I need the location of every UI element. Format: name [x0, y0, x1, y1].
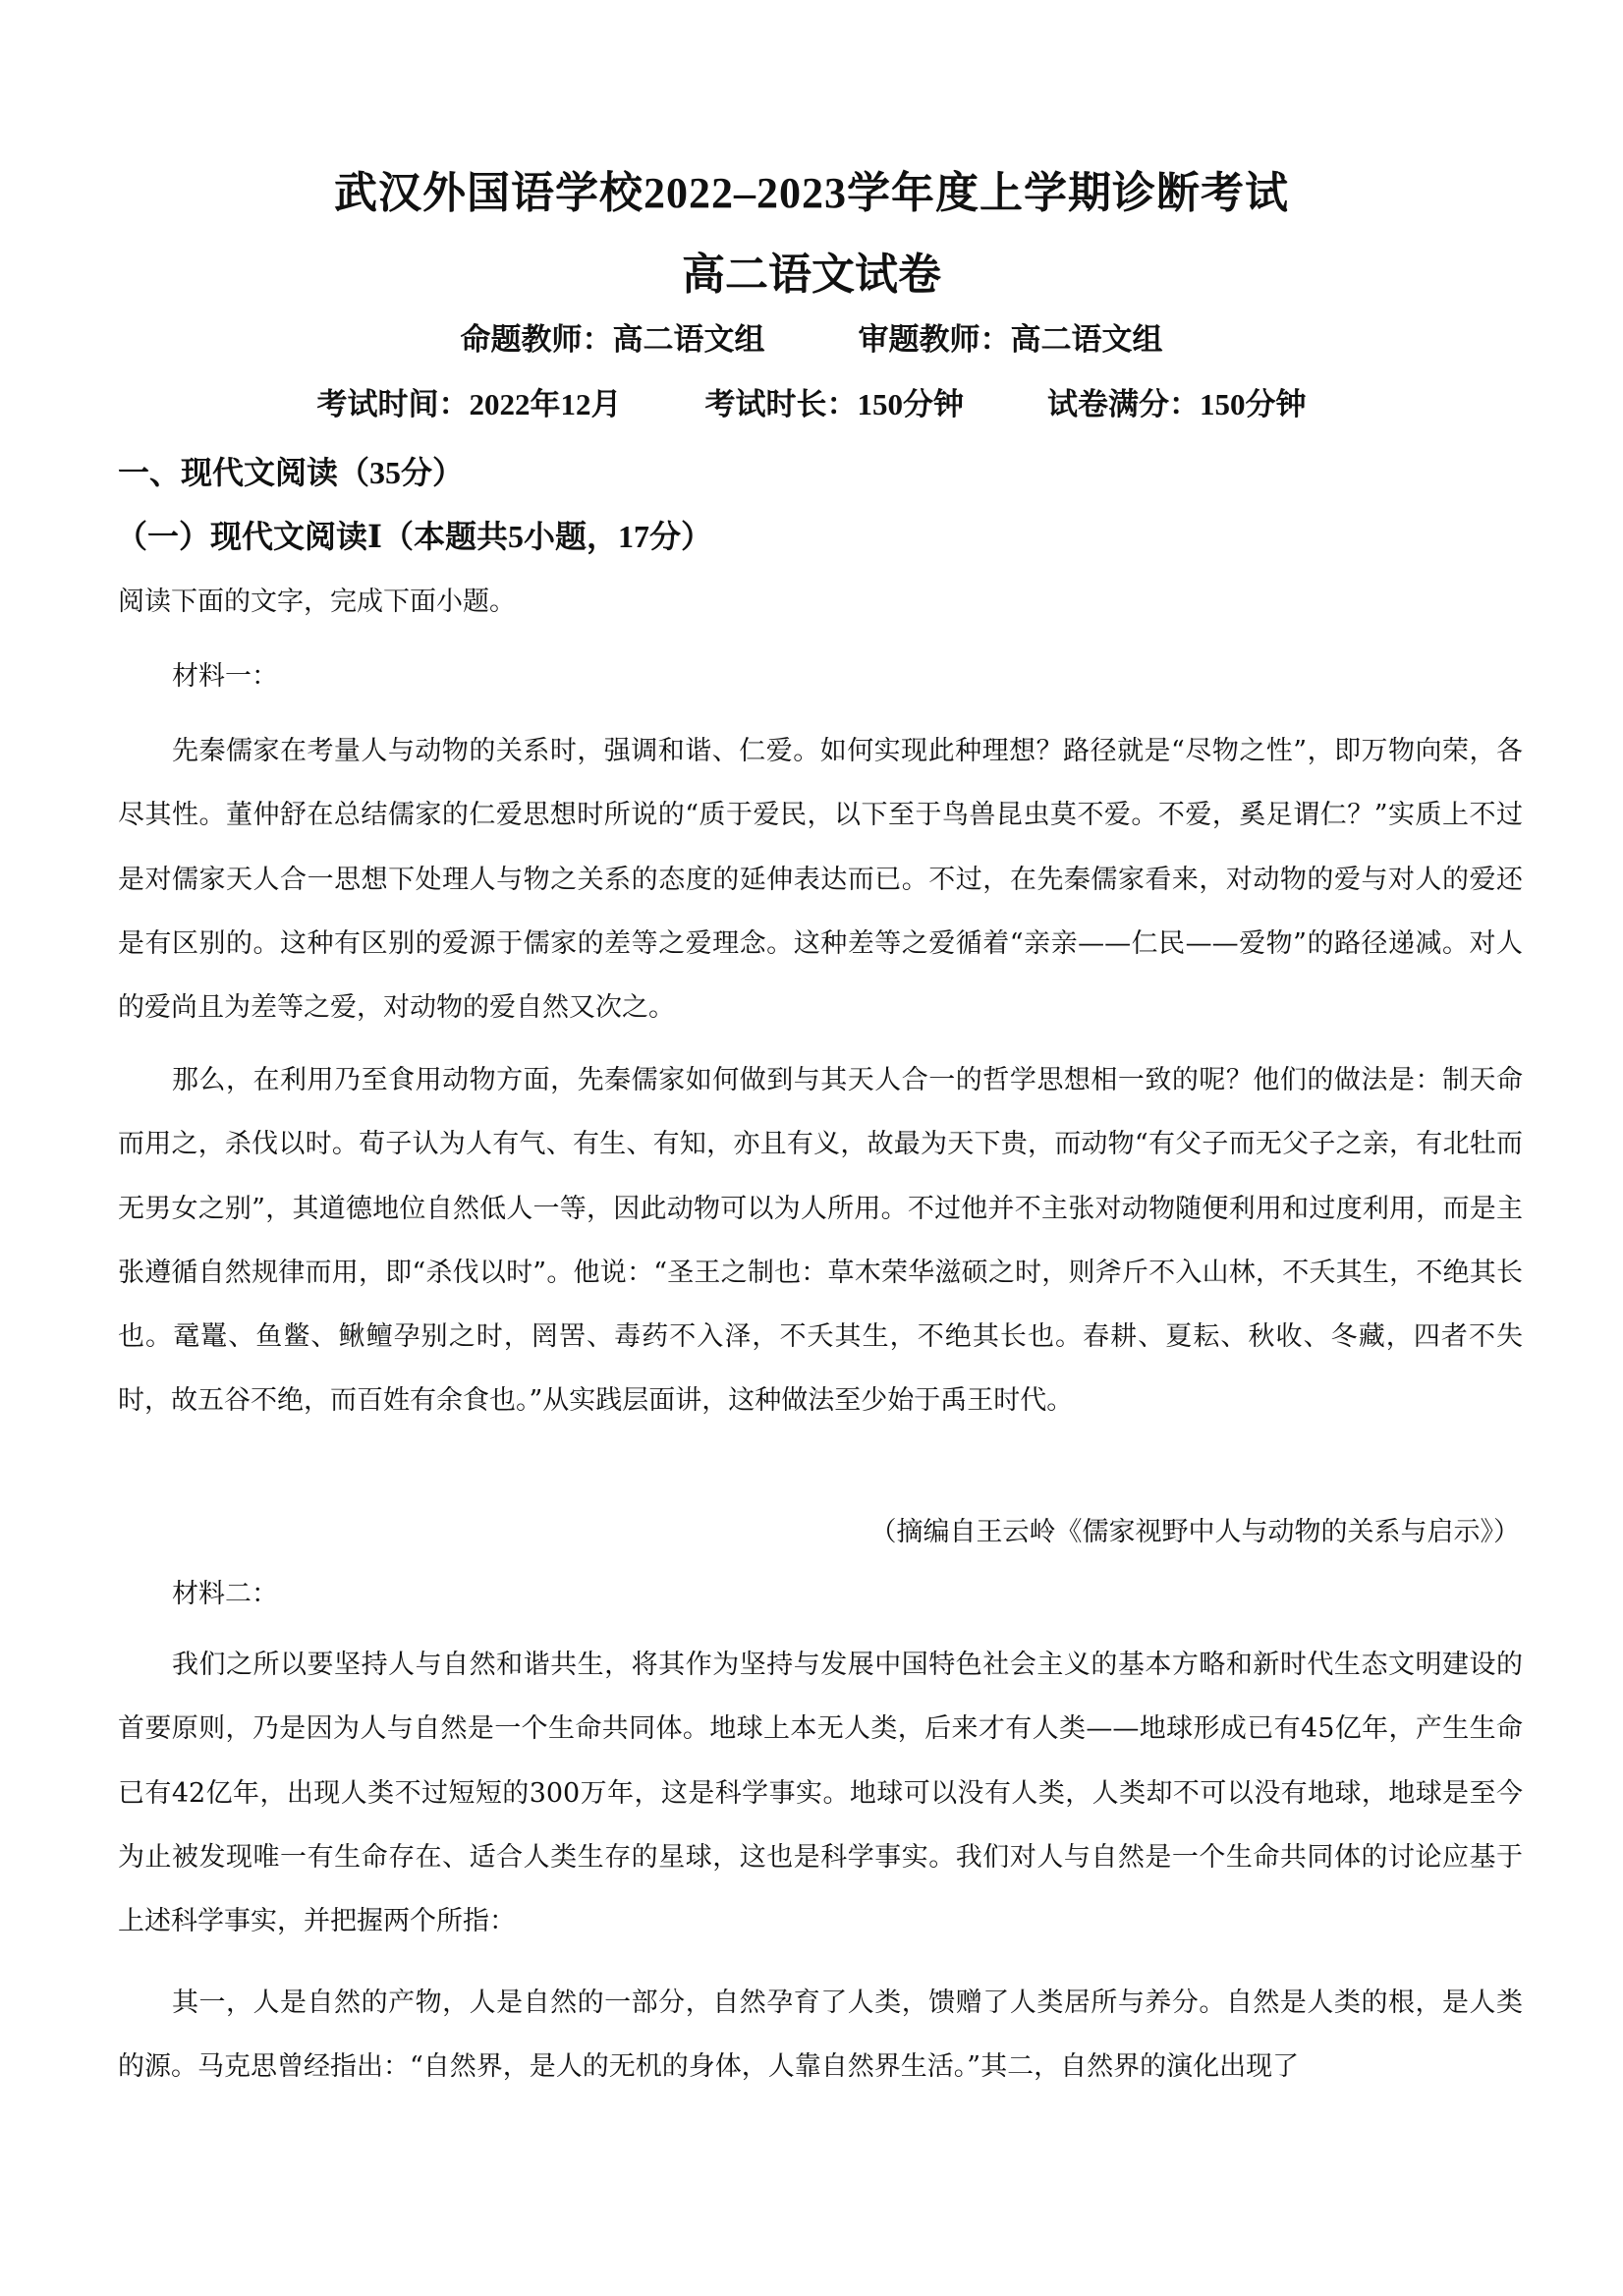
material2-paragraph-1: 我们之所以要坚持人与自然和谐共生，将其作为坚持与发展中国特色社会主义的基本方略和新时代生态文明建设的首要原则，乃是因为人与自然是一个生命共同体。地球上本无人类，后来才有人类——地球形成已有45亿年，产生生命已有42亿年，出现人类不过短短的300万年，这是科学事实。地球可以没有人类，人类却不可以没有地球，地球是至今为止被发现唯一有生命存在、适合人类生存的星球，这也是科学事实。我们对人与自然是一个生命共同体的讨论应基于上述科学事实，并把握两个所指：	[118, 1650, 1523, 1937]
material1-label: 材料一：	[172, 661, 278, 692]
material1-source: （摘编自王云岭《儒家视野中人与动物的关系与启示》）	[869, 1517, 1520, 1547]
setter-text: 命题教师：高二语文组	[460, 322, 765, 357]
exam-subtitle: 高二语文试卷	[682, 251, 941, 299]
exam-info-line	[0, 379, 1623, 423]
material1-paragraph-2: 那么，在利用乃至食用动物方面，先秦儒家如何做到与其天人合一的哲学思想相一致的呢？他们的做法是：制天命而用之，杀伐以时。荀子认为人有气、有生、有知，亦且有义，故最为天下贵，而动物“有父子而无父子之亲，有北牡而无男女之别”，其道德地位自然低人一等，因此动物可以为人所用。不过他并不主张对动物随便利用和过度利用，而是主张遵循自然规律而用，即“杀伐以时”。他说：“圣王之制也：草木荣华滋硕之时，则斧斤不入山林，不夭其生，不绝其长也。鼋鼍、鱼鳖、鳅鳣孕别之时，罔罟、毒药不入泽，不夭其生，不绝其长也。春耕、夏耘、秋收、冬藏，四者不失时，故五谷不绝，而百姓有余食也。”从实践层面讲，这种做法至少始于禹王时代。	[118, 1065, 1523, 1417]
exam-time-text: 考试时间：2022年12月	[316, 387, 622, 421]
exam-staff-line	[0, 314, 1623, 359]
material1-paragraph-1: 先秦儒家在考量人与动物的关系时，强调和谐、仁爱。如何实现此种理想？路径就是“尽物之性”，即万物向荣，各尽其性。董仲舒在总结儒家的仁爱思想时所说的“质于爱民，以下至于鸟兽昆虫莫不爱。不爱，奚足谓仁？”实质上不过是对儒家天人合一思想下处理人与物之关系的态度的延伸表达而已。不过，在先秦儒家看来，对动物的爱与对人的爱还是有区别的。这种有区别的爱源于儒家的差等之爱理念。这种差等之爱循着“亲亲——仁民——爱物”的路径递减。对人的爱尚且为差等之爱，对动物的爱自然又次之。	[118, 736, 1523, 1024]
reading-instruction: 阅读下面的文字，完成下面小题。	[118, 587, 516, 617]
exam-title: 武汉外国语学校2022–2023学年度上学期诊断考试	[334, 169, 1289, 217]
full-score-text: 试卷满分：150分钟	[1047, 387, 1307, 421]
section-heading: 一、现代文阅读（35分）	[118, 455, 465, 490]
material2-paragraph-2: 其一，人是自然的产物，人是自然的一部分，自然孕育了人类，馈赠了人类居所与养分。自然是人类的根，是人类的源。马克思曾经指出：“自然界，是人的无机的身体，人靠自然界生活。”其二，自然界的演化出现了	[118, 1988, 1523, 2083]
subsection-heading: （一）现代文阅读Ⅰ（本题共5小题，17分）	[116, 519, 712, 554]
reviewer-text: 审题教师：高二语文组	[858, 322, 1163, 357]
duration-text: 考试时长：150分钟	[704, 387, 964, 421]
material2-label: 材料二：	[172, 1579, 278, 1609]
